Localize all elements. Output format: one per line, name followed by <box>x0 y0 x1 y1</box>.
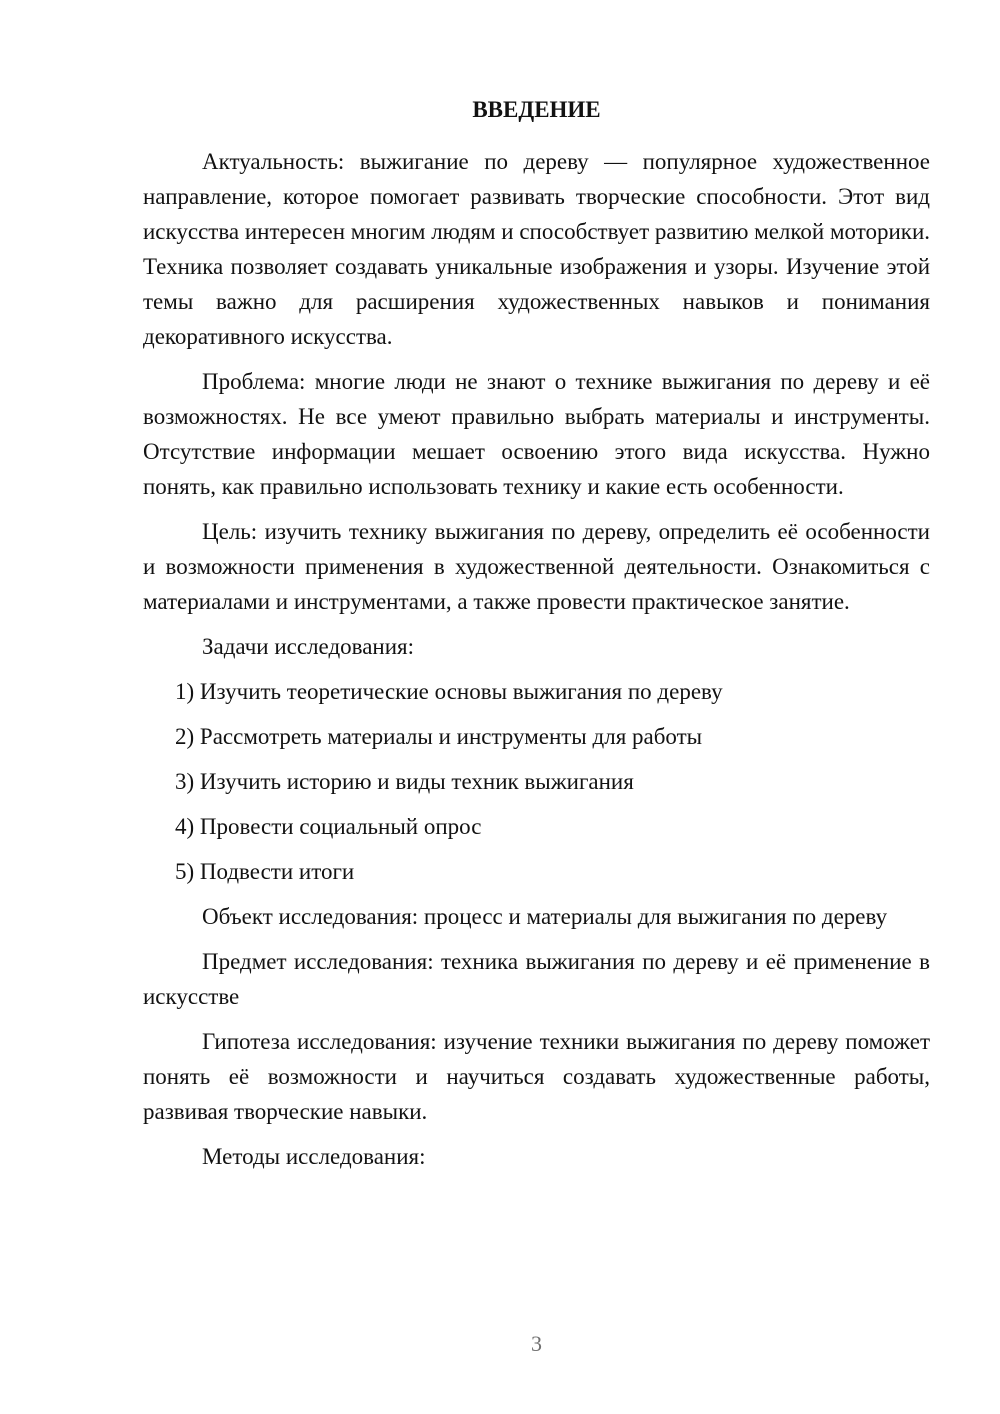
page-title-text: ВВЕДЕНИЕ <box>472 97 601 122</box>
list-item: 3) Изучить историю и виды техник выжигания <box>175 769 634 794</box>
paragraph-goal: Цель: изучить технику выжигания по дереву, определить её особенности и возможности применения в художественной деятельности. Ознакомиться с материалами и инструментами, а также провести практическое занятие. <box>143 519 930 614</box>
list-item: 5) Подвести итоги <box>175 859 355 884</box>
paragraph-relevance: Актуальность: выжигание по дереву — популярное художественное направление, которое помогает развивать творческие способности. Этот вид искусства интересен многим людям и способствует развитию мелкой моторики. Техника позволяет создавать уникальные изображения и узоры. Изучение этой темы важно для расширения художественных навыков и понимания декоративного искусства. <box>143 149 930 349</box>
methods-heading: Методы исследования: <box>202 1144 426 1169</box>
page-title <box>143 92 930 127</box>
tasks-list <box>143 674 930 889</box>
paragraph-problem: Проблема: многие люди не знают о технике выжигания по дереву и её возможностях. Не все умеют правильно выбрать материалы и инструменты. Отсутствие информации мешает освоению этого вида искусства. Нужно понять, как правильно использовать технику и какие есть особенности. <box>143 369 930 499</box>
paragraph-subject: Предмет исследования: техника выжигания по дереву и её применение в искусстве <box>143 949 930 1009</box>
list-item: 1) Изучить теоретические основы выжигания по дереву <box>175 679 723 704</box>
list-item: 2) Рассмотреть материалы и инструменты для работы <box>175 724 703 749</box>
list-item: 4) Провести социальный опрос <box>175 814 482 839</box>
paragraph-object: Объект исследования: процесс и материалы для выжигания по дереву <box>202 904 888 929</box>
paragraph-hypothesis: Гипотеза исследования: изучение техники выжигания по дереву поможет понять её возможности и научиться создавать художественные работы, развивая творческие навыки. <box>143 1029 930 1124</box>
page-number: 3 <box>531 1331 542 1356</box>
page-footer <box>143 1326 930 1361</box>
tasks-heading: Задачи исследования: <box>202 634 415 659</box>
